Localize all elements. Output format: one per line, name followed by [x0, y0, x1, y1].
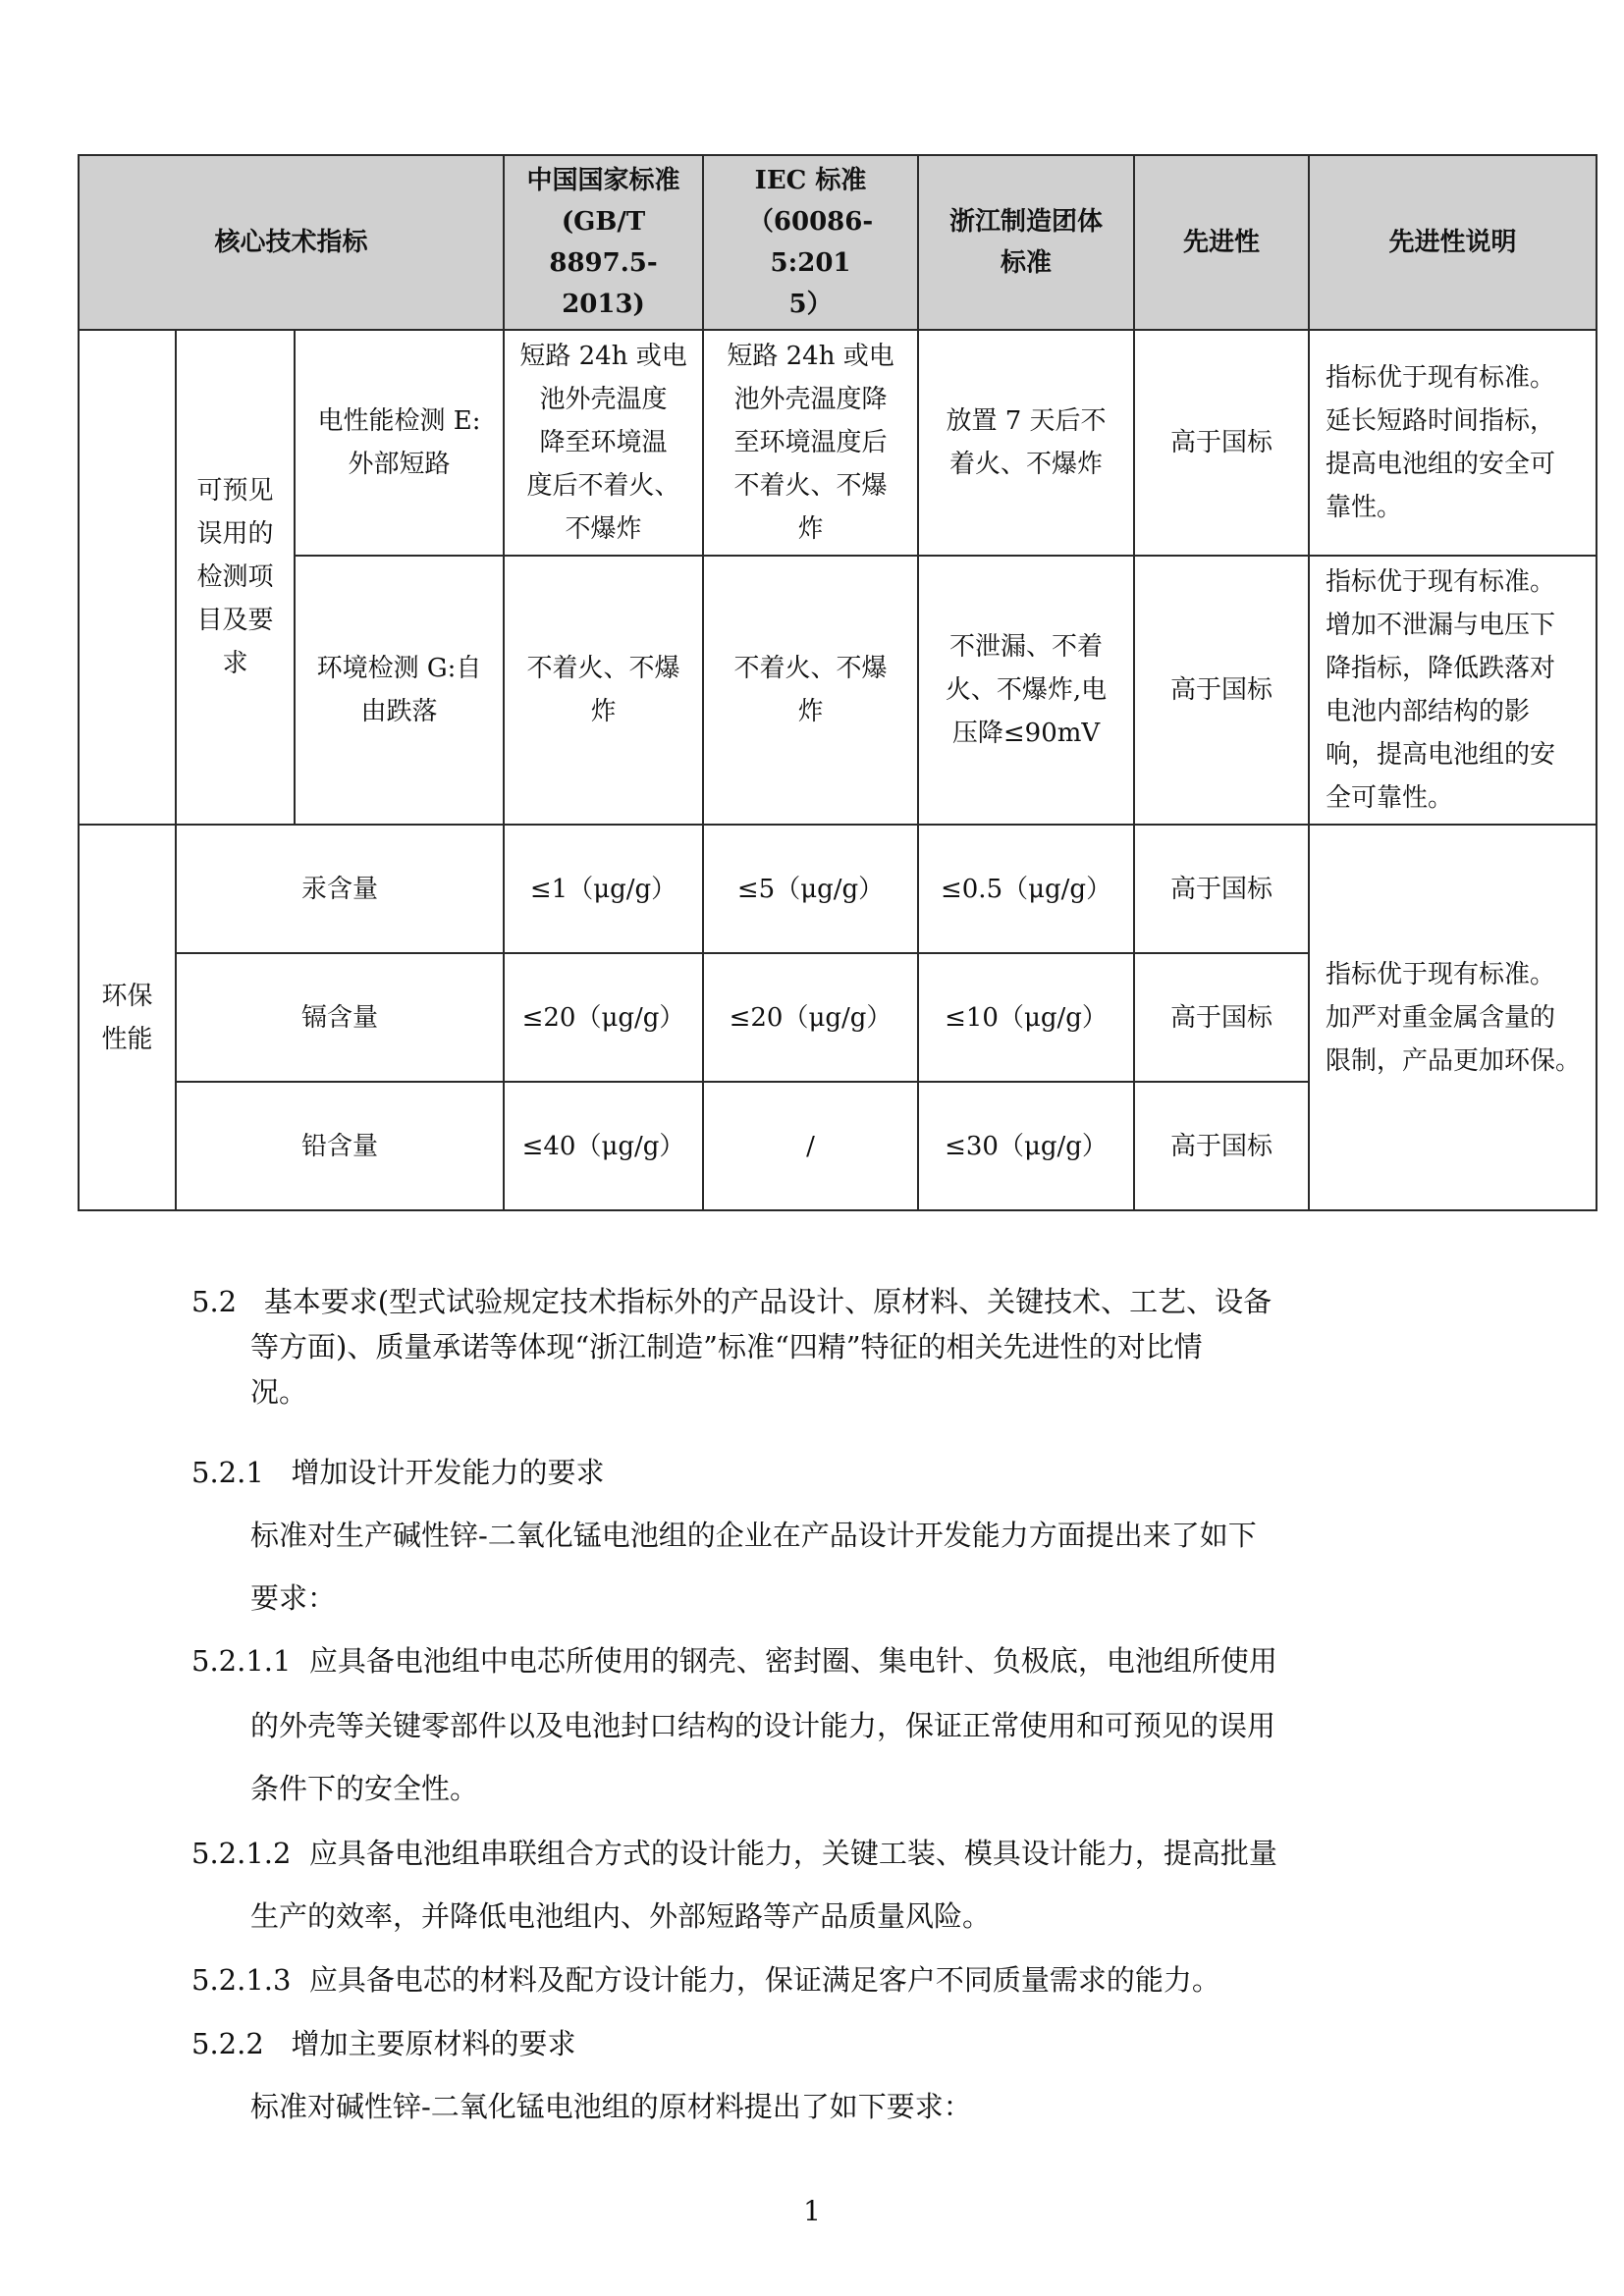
item-cell: 镉含量	[176, 953, 504, 1082]
zj-cell: ≤0.5（μg/g）	[918, 825, 1134, 953]
page-number: 1	[803, 2195, 821, 2227]
gb-cell: ≤1（μg/g）	[504, 825, 703, 953]
group-env: 环保 性能	[79, 825, 176, 1210]
zj-cell: 不泄漏、不着 火、不爆炸,电 压降≤90mV	[918, 556, 1134, 825]
header-gb: 中国国家标准 (GB/T 8897.5-2013)	[504, 155, 703, 330]
paragraph-line: 要求：	[250, 1581, 337, 1615]
header-core: 核心技术指标	[79, 155, 504, 330]
paragraph-line: 条件下的安全性。	[250, 1772, 479, 1805]
section-heading: 5.2.2 增加主要原材料的要求	[191, 2027, 576, 2060]
desc-cell: 指标优于现有标准。 延长短路时间指标， 提高电池组的安全可 靠性。	[1309, 330, 1597, 556]
adv-cell: 高于国标	[1134, 1082, 1309, 1210]
table-row	[79, 330, 1597, 556]
header-iec: IEC 标准 （60086-5:201 5）	[703, 155, 918, 330]
paragraph-line: 5.2 基本要求(型式试验规定技术指标外的产品设计、原材料、关键技术、工艺、设备	[191, 1285, 1272, 1318]
item-cell: 环境检测 G:自 由跌落	[295, 556, 504, 825]
paragraph-line: 5.2.1.2 应具备电池组串联组合方式的设计能力，关键工装、模具设计能力，提高批量	[191, 1837, 1277, 1870]
gb-cell: 不着火、不爆 炸	[504, 556, 703, 825]
section-heading: 5.2.1 增加设计开发能力的要求	[191, 1456, 605, 1489]
gb-cell: ≤40（μg/g）	[504, 1082, 703, 1210]
header-adv: 先进性	[1134, 155, 1309, 330]
paragraph-line: 标准对碱性锌-二氧化锰电池组的原材料提出了如下要求：	[250, 2090, 972, 2123]
paragraph-line: 况。	[250, 1375, 308, 1409]
iec-cell: /	[703, 1082, 918, 1210]
zj-cell: ≤30（μg/g）	[918, 1082, 1134, 1210]
paragraph-line: 生产的效率，并降低电池组内、外部短路等产品质量风险。	[250, 1899, 992, 1933]
desc-cell: 指标优于现有标准。 加严对重金属含量的 限制，产品更加环保。	[1309, 825, 1597, 1210]
zj-cell: ≤10（μg/g）	[918, 953, 1134, 1082]
iec-cell: 短路 24h 或电 池外壳温度降 至环境温度后 不着火、不爆 炸	[703, 330, 918, 556]
iec-cell: ≤20（μg/g）	[703, 953, 918, 1082]
desc-cell: 指标优于现有标准。 增加不泄漏与电压下 降指标，降低跌落对 电池内部结构的影 响，提高电池组的安 全可靠性。	[1309, 556, 1597, 825]
adv-cell: 高于国标	[1134, 825, 1309, 953]
header-zj: 浙江制造团体 标准	[918, 155, 1134, 330]
group-blank	[79, 330, 176, 825]
paragraph-line: 等方面)、质量承诺等体现“浙江制造”标准“四精”特征的相关先进性的对比情	[250, 1330, 1203, 1363]
header-advdesc: 先进性说明	[1309, 155, 1597, 330]
paragraph-line: 标准对生产碱性锌-二氧化锰电池组的企业在产品设计开发能力方面提出来了如下	[250, 1519, 1257, 1552]
item-cell: 电性能检测 E: 外部短路	[295, 330, 504, 556]
adv-cell: 高于国标	[1134, 556, 1309, 825]
adv-cell: 高于国标	[1134, 330, 1309, 556]
gb-cell: ≤20（μg/g）	[504, 953, 703, 1082]
group-misuse: 可预见 误用的 检测项 目及要 求	[176, 330, 295, 825]
zj-cell: 放置 7 天后不 着火、不爆炸	[918, 330, 1134, 556]
gb-cell: 短路 24h 或电 池外壳温度 降至环境温 度后不着火、 不爆炸	[504, 330, 703, 556]
table-row	[79, 825, 1597, 953]
item-cell: 铅含量	[176, 1082, 504, 1210]
comparison-table	[78, 154, 1597, 1211]
paragraph-line: 5.2.1.1 应具备电池组中电芯所使用的钢壳、密封圈、集电针、负极底，电池组所使用	[191, 1644, 1277, 1678]
adv-cell: 高于国标	[1134, 953, 1309, 1082]
table-row	[79, 556, 1597, 825]
item-cell: 汞含量	[176, 825, 504, 953]
paragraph-line: 5.2.1.3 应具备电芯的材料及配方设计能力，保证满足客户不同质量需求的能力。	[191, 1963, 1220, 1997]
iec-cell: 不着火、不爆 炸	[703, 556, 918, 825]
iec-cell: ≤5（μg/g）	[703, 825, 918, 953]
paragraph-line: 的外壳等关键零部件以及电池封口结构的设计能力，保证正常使用和可预见的误用	[250, 1709, 1276, 1742]
table-header-row	[79, 155, 1597, 330]
